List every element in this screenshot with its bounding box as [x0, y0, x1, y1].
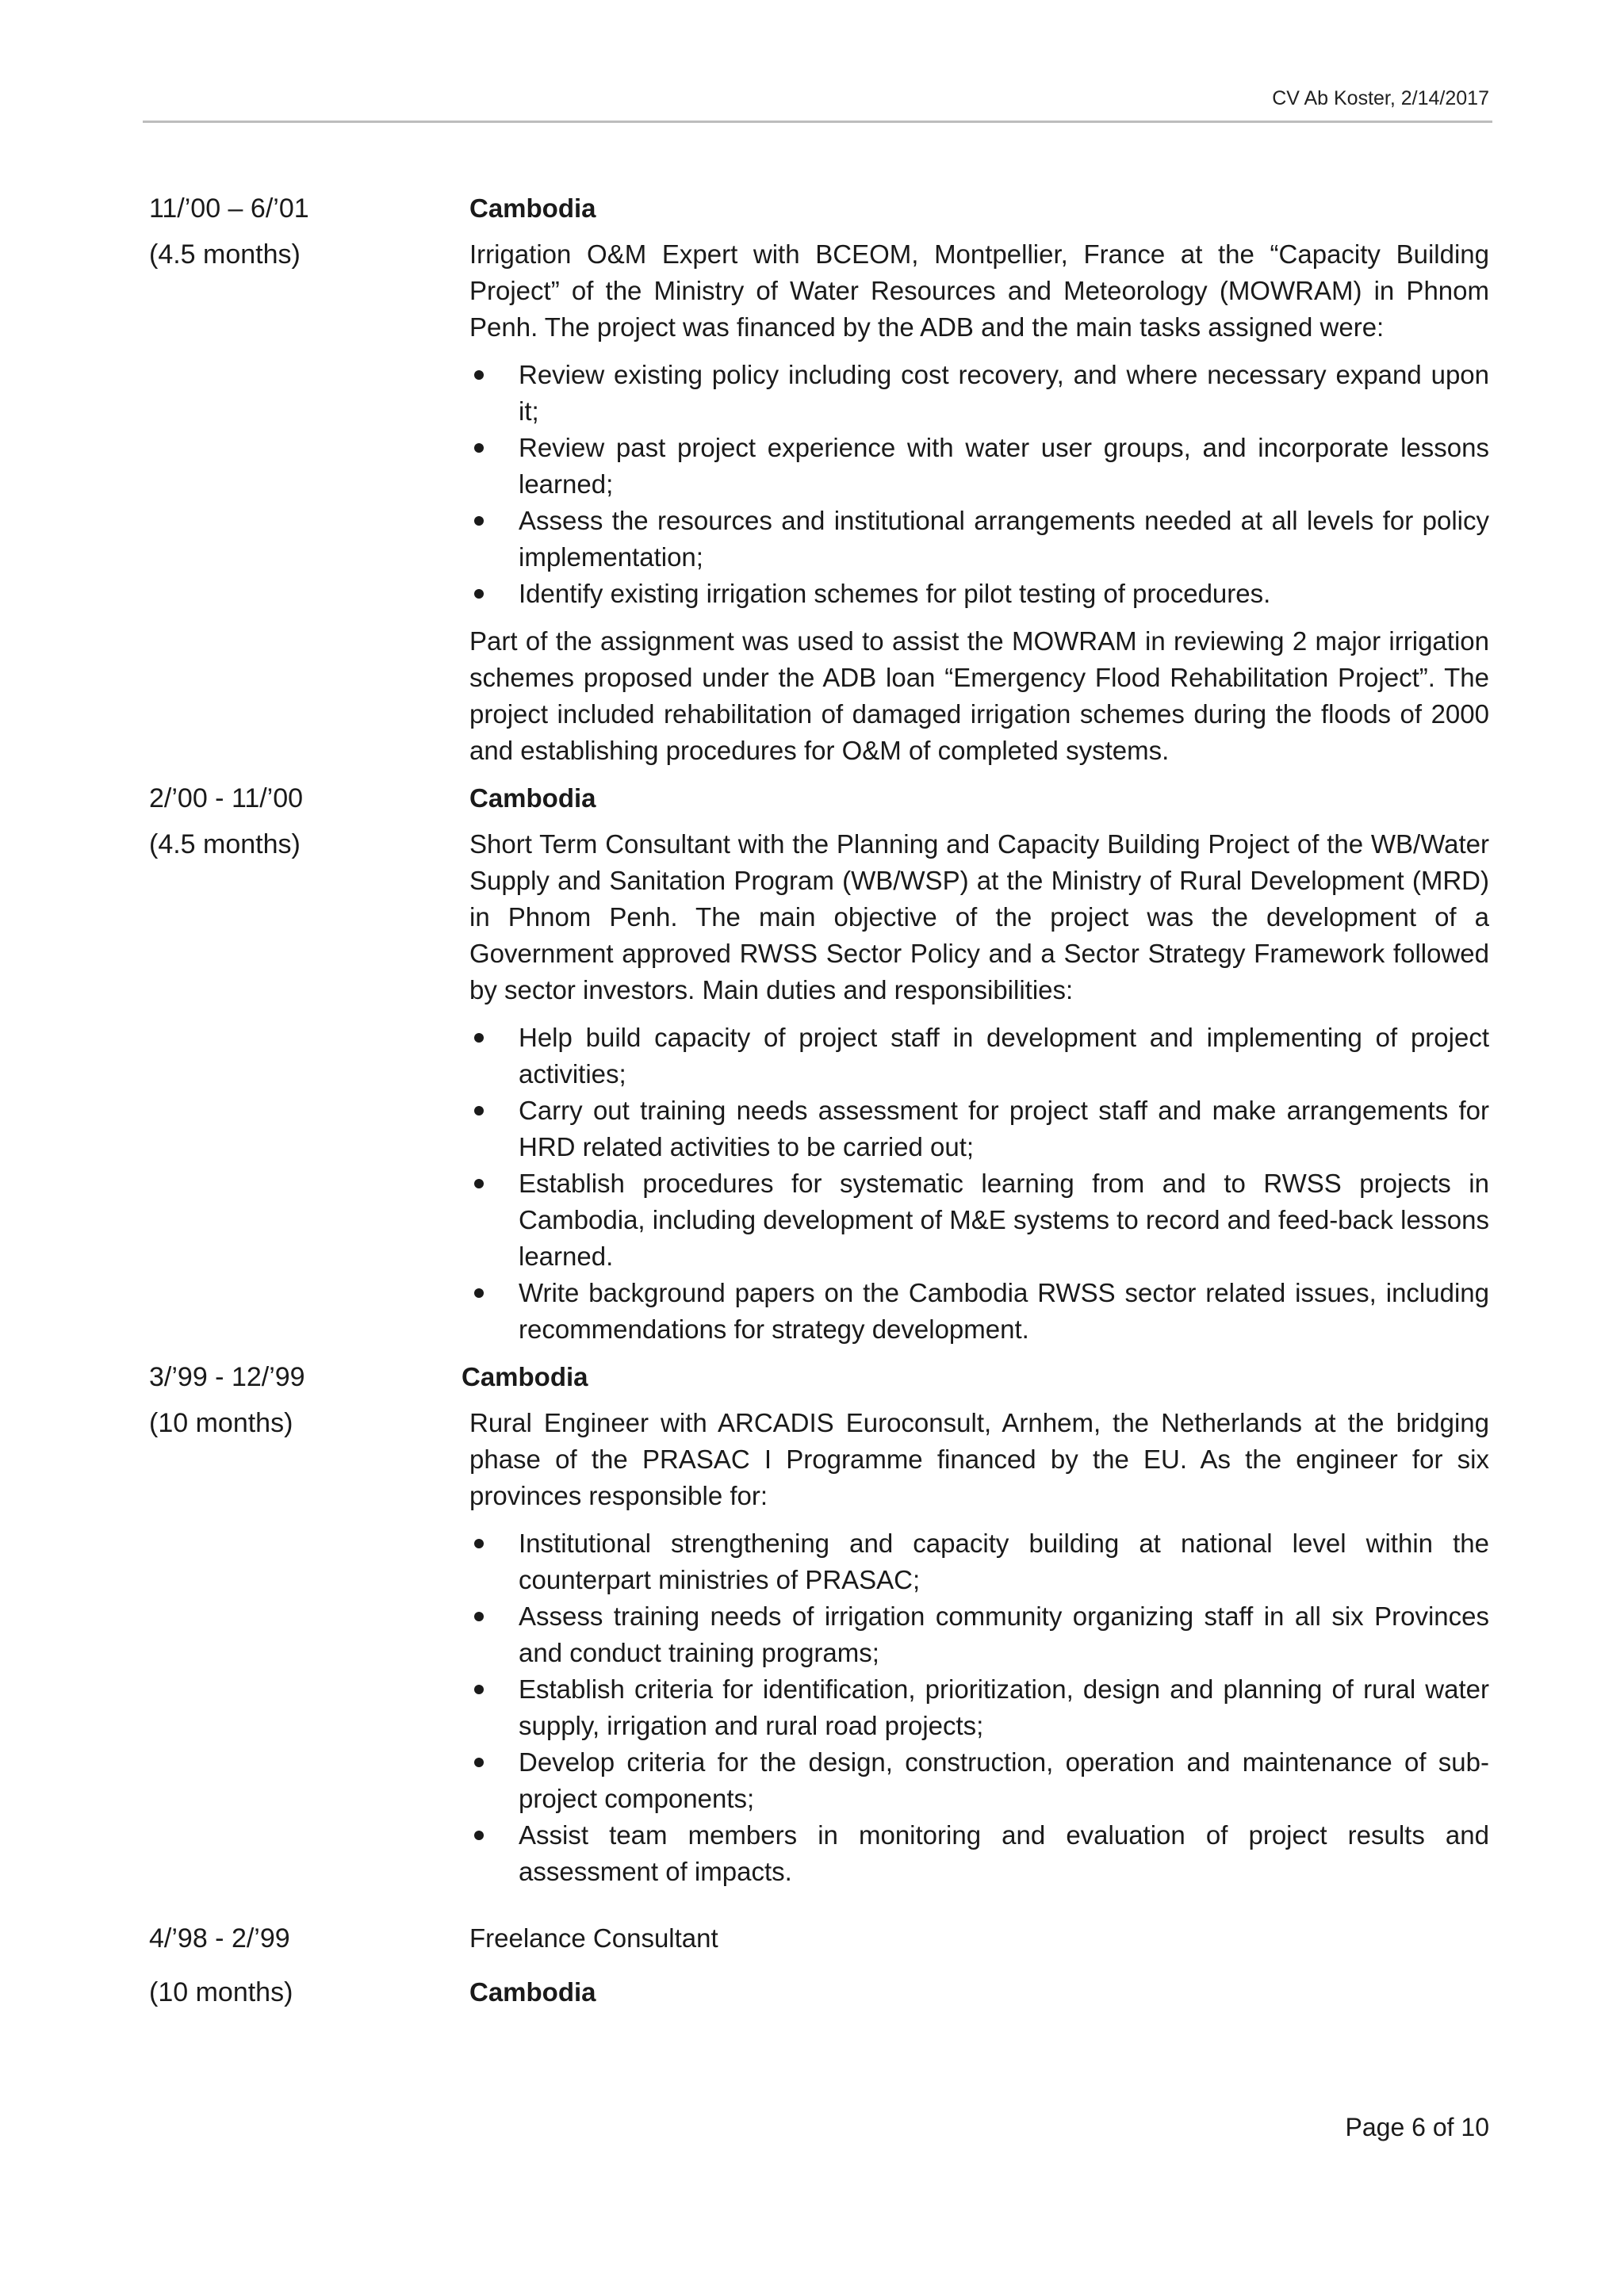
entry-date: 11/’00 – 6/’01 — [149, 193, 309, 224]
bullet-icon — [474, 1612, 484, 1621]
bullet-icon — [474, 1288, 484, 1298]
bullet-icon — [474, 443, 484, 453]
entry-duration: (4.5 months) — [149, 239, 301, 270]
entry-date: 3/’99 - 12/’99 — [149, 1362, 305, 1392]
list-item: Carry out training needs assessment for project staff and make arrangements for HRD related activities to be carried out; — [469, 1093, 1489, 1165]
entry-closing-paragraph: Part of the assignment was used to assist the MOWRAM in reviewing 2 major irrigation schemes proposed under the ADB loan “Emergency Flood Rehabilitation Project”. The project included rehabilitation of damaged irrigation schemes during the floods of 2000 and establishing procedures for O&M of completed systems. — [469, 626, 1489, 765]
task-list — [469, 1525, 1489, 1890]
list-item: Institutional strengthening and capacity building at national level within the counterpart ministries of PRASAC; — [469, 1525, 1489, 1598]
list-item: Help build capacity of project staff in development and implementing of project activities; — [469, 1020, 1489, 1093]
bullet-icon — [474, 1033, 484, 1043]
bullet-icon — [474, 1539, 484, 1548]
list-item: Review past project experience with water user groups, and incorporate lessons learned; — [469, 430, 1489, 503]
list-item: Review existing policy including cost recovery, and where necessary expand upon it; — [469, 357, 1489, 430]
bullet-icon — [474, 516, 484, 526]
employment-history — [149, 190, 1489, 2011]
bullet-icon — [474, 1685, 484, 1694]
entry-duration: (10 months) — [149, 1977, 293, 2007]
entry-role: Freelance Consultant — [469, 1923, 718, 1953]
entry-cambodia-wsp — [149, 780, 1489, 1348]
entry-description: Short Term Consultant with the Planning and Capacity Building Project of the WB/Water Supply and Sanitation Program (WB/WSP) at the Ministry of Rural Development (MRD) in Phnom Penh. The main objective of the project was the development of a Government approved RWSS Sector Policy and a Sector Strategy Framework followed by sector investors. Main duties and responsibilities: — [469, 829, 1489, 1004]
header-divider — [143, 121, 1492, 123]
task-list — [469, 1020, 1489, 1348]
page-header: CV Ab Koster, 2/14/2017 — [1272, 87, 1489, 109]
entry-country: Cambodia — [469, 193, 596, 223]
list-item: Write background papers on the Cambodia RWSS sector related issues, including recommendations for strategy development. — [469, 1275, 1489, 1348]
bullet-icon — [474, 589, 484, 599]
entry-date: 2/’00 - 11/’00 — [149, 783, 304, 813]
entry-country: Cambodia — [462, 1362, 588, 1391]
entry-duration: (10 months) — [149, 1408, 293, 1438]
bullet-icon — [474, 370, 484, 380]
list-item: Assist team members in monitoring and evaluation of project results and assessment of impacts. — [469, 1817, 1489, 1890]
list-item: Develop criteria for the design, construction, operation and maintenance of sub-project components; — [469, 1744, 1489, 1817]
entry-country: Cambodia — [469, 1977, 596, 2007]
entry-cambodia-arcadis — [149, 1359, 1489, 1890]
list-item: Establish criteria for identification, prioritization, design and planning of rural water supply, irrigation and rural road projects; — [469, 1671, 1489, 1744]
task-list — [469, 357, 1489, 612]
entry-freelance — [149, 1920, 1489, 2011]
entry-description: Rural Engineer with ARCADIS Euroconsult, Arnhem, the Netherlands at the bridging phase of the PRASAC I Programme financed by the EU. As the engineer for six provinces responsible for: — [469, 1408, 1489, 1510]
entry-cambodia-bceom — [149, 190, 1489, 769]
entry-duration: (4.5 months) — [149, 829, 301, 859]
list-item: Assess the resources and institutional arrangements needed at all levels for policy implementation; — [469, 503, 1489, 576]
bullet-icon — [474, 1831, 484, 1840]
page-number: Page 6 of 10 — [1345, 2113, 1489, 2141]
bullet-icon — [474, 1106, 484, 1115]
list-item: Establish procedures for systematic learning from and to RWSS projects in Cambodia, including development of M&E systems to record and feed-back lessons learned. — [469, 1165, 1489, 1275]
bullet-icon — [474, 1179, 484, 1188]
list-item: Assess training needs of irrigation community organizing staff in all six Provinces and conduct training programs; — [469, 1598, 1489, 1671]
entry-description: Irrigation O&M Expert with BCEOM, Montpellier, France at the “Capacity Building Project” of the Ministry of Water Resources and Meteorology (MOWRAM) in Phnom Penh. The project was financed by the ADB and the main tasks assigned were: — [469, 239, 1489, 342]
entry-date: 4/’98 - 2/’99 — [149, 1923, 290, 1954]
entry-country: Cambodia — [469, 783, 596, 813]
list-item: Identify existing irrigation schemes for pilot testing of procedures. — [469, 576, 1489, 612]
bullet-icon — [474, 1758, 484, 1767]
